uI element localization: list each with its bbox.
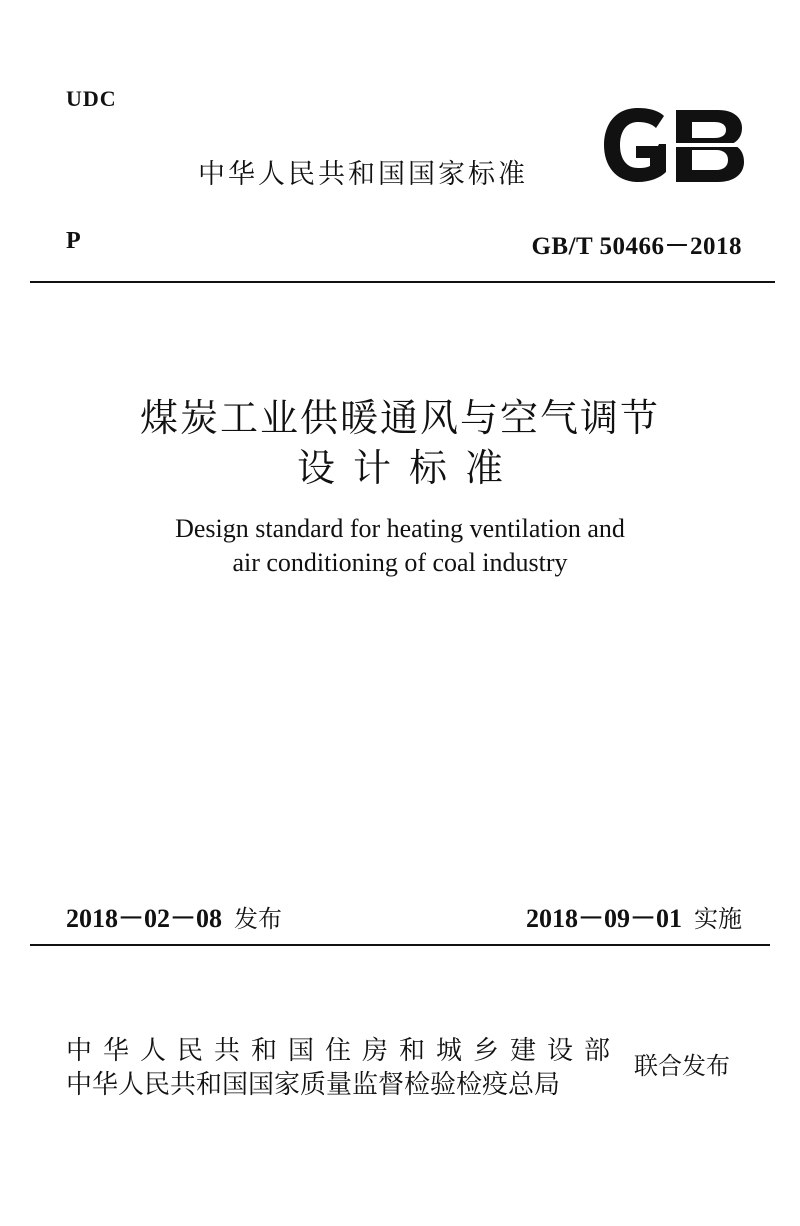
issuer-ministry-housing: 中华人民共和国住房和城乡建设部 <box>66 1036 622 1066</box>
effective-date-block <box>526 898 742 935</box>
issue-label: 发布 <box>234 905 283 933</box>
joint-issue-label: 联合发布 <box>634 1052 730 1080</box>
title-chinese-line1: 煤炭工业供暖通风与空气调节 <box>139 396 660 440</box>
issue-date-block <box>66 898 282 935</box>
title-english-line2: air conditioning of coal industry <box>232 548 568 577</box>
effective-date: 2018－09－01 <box>525 904 682 933</box>
top-divider <box>30 281 775 283</box>
national-standard-label: 中华人民共和国国家标准 <box>198 159 528 190</box>
standard-number: GB/T 50466－2018 <box>531 233 742 260</box>
issuer-quality-supervision: 中华人民共和国国家质量监督检验检疫总局 <box>66 1070 561 1100</box>
issue-date: 2018－02－08 <box>66 904 223 933</box>
title-chinese-line2: 设计标准 <box>296 446 521 490</box>
classification-code: P <box>66 228 81 254</box>
bottom-divider <box>30 944 770 946</box>
title-english <box>0 512 800 580</box>
title-english-line1: Design standard for heating ventilation and <box>175 514 625 543</box>
udc-label: UDC <box>66 86 117 111</box>
gb-logo <box>600 106 746 184</box>
effective-label: 实施 <box>694 905 742 933</box>
